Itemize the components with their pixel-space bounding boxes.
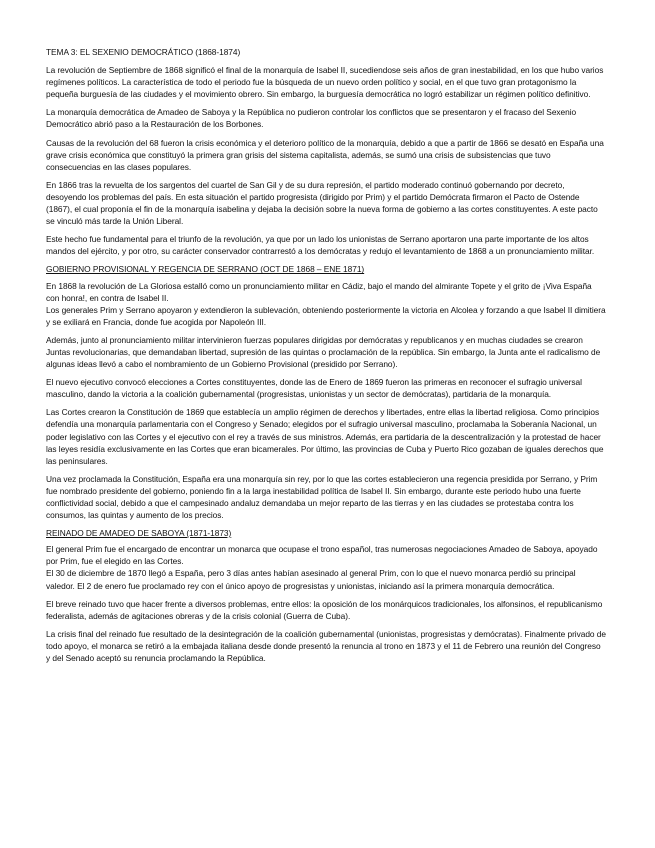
intro-paragraph: En 1866 tras la revuelta de los sargentos del cuartel de San Gil y de su dura represión, el partido moderado continuó gobernando por decreto, desoyendo los problemas del país. En esta situación el partido progresista (dirigido por Prim) y el partido Demócrata firmaron el Pacto de Ostende (1867), el cual proponía el fin de la monarquía isabelina y dejaba la decisión sobre la nueva forma de gobierno a las cortes constituyentes. A este pacto se vinculó más tarde la Unión Liberal. [46,179,598,227]
section-paragraph: Además, junto al pronunciamiento militar intervinieron fuerzas populares dirigidas por demócratas y republicanos y en muchas ciudades se crearon Juntas revolucionarias, que demandaban libertad, supresión de las quintas o proclamación de la república. Sin embargo, la Junta ante el radicalismo de algunas ideas llevó a cabo el nombramiento de un Gobierno Provisional (presidido por Serrano). [46,334,601,370]
document-title: TEMA 3: EL SEXENIO DEMOCRÁTICO (1868-1874) [46,47,241,57]
intro-paragraph: Causas de la revolución del 68 fueron la crisis económica y el deterioro político de la monarquía, debido a que a partir de 1866 se desató en España una grave crisis económica que constituyó la primera gran grisis del sistema capitalista, además, se sumó una crisis de subsistencias que tuvo consecuencias en las clases populares. [46,137,604,172]
document-page [46,46,606,670]
intro-paragraph: Este hecho fue fundamental para el triunfo de la revolución, ya que por un lado los unionistas de Serrano aportaron una parte importante de los altos mandos del ejército, y por otro, su carácter conservador contrarrestó a los demócratas y redujo el levantamiento de 1868 a un pronunciamiento militar. [46,234,595,257]
intro-paragraph: La revolución de Septiembre de 1868 significó el final de la monarquía de Isabel II, sucediendose seis años de gran inestabilidad, en los que hubo varios regímenes políticos. La característica de todo el periodo fue la búsqueda de un nuevo orden político y social, en el que tuvo gran protagonismo la pequeña burguesía de las ciudades y el movimiento obrero. Sin embargo, la burguesía democrática no logró estabilizar un régimen político definitivo. [46,65,604,100]
section-paragraph: El nuevo ejecutivo convocó elecciones a Cortes constituyentes, donde las de Enero de 1869 fueron las primeras en reconocer el sufragio universal masculino, dando la victoria a la coalición gubernamental (progresistas, unionistas y un sector de demócratas), partidaria de la monarquía. [46,377,582,400]
section-paragraph: En 1868 la revolución de La Gloriosa estalló como un pronunciamiento militar en Cádiz, bajo el mando del almirante Topete y el grito de ¡Viva España con honra!, en contra de Isabel II. [46,280,592,303]
section-paragraph: El general Prim fue el encargado de encontrar un monarca que ocupase el trono español, tras numerosas negociaciones Amadeo de Saboya, apoyado por Prim, fue el elegido en las Cortes. [46,544,598,567]
section-paragraph: La crisis final del reinado fue resultado de la desintegración de la coalición gubernamental (unionistas, progresistas y demócratas). Finalmente privado de todo apoyo, el monarca se retiró a la embajada italiana desde donde presentó la renuncia al trono en 1873 y el 11 de Febrero una reunión del Congreso y del Senado aceptó su renuncia proclamando la República. [46,628,606,664]
section-paragraph: El 30 de diciembre de 1870 llegó a España, pero 3 días antes habían asesinado al general Prim, con lo que el nuevo monarca perdió su principal valedor. El 2 de enero fue proclamado rey con el único apoyo de progresistas y unionistas, iniciando así la primera monarquía democrática. [46,568,576,591]
section-paragraph: Una vez proclamada la Constitución, España era una monarquía sin rey, por lo que las cortes establecieron una regencia presidida por Serrano, y Prim fue nombrado presidente del gobierno, poniendo fin a la larga inestabilidad política de Isabel II. Sin embargo, durante este periodo hubo una fuerte conflictividad social, debido a que el campesinado andaluz demandaba un mejor reparto de las tierras y en las ciudades se protestaba contra los consumos, las quintas y aumento de los precios. [46,473,598,521]
section-heading-amadeo-saboya: REINADO DE AMADEO DE SABOYA (1871-1873) [46,528,232,539]
section-paragraph: El breve reinado tuvo que hacer frente a diversos problemas, entre ellos: la oposición de los monárquicos tradicionales, los alfonsinos, el republicanismo federalista, además de agitaciones obreras y de la crisis colonial (Guerra de Cuba). [46,598,603,621]
intro-paragraph: La monarquía democrática de Amadeo de Saboya y la República no pudieron controlar los conflictos que se presentaron y el fracaso del Sexenio Democrático abrió paso a la Restauración de los Borbones. [46,107,577,130]
section-paragraph: Los generales Prim y Serrano apoyaron y extendieron la sublevación, obteniendo posteriormente la victoria en Alcolea y forzando a que Isabel II dimitiera y se exiliará en Francia, donde fue acogida por Napoleón III. [46,304,606,327]
section-heading-gobierno-provisional: GOBIERNO PROVISIONAL Y REGENCIA DE SERRANO (OCT DE 1868 – ENE 1871) [46,264,365,275]
section-paragraph: Las Cortes crearon la Constitución de 1869 que establecía un amplio régimen de derechos y libertades, entre ellas la libertad religiosa. Como principios defendía una monarquía parlamentaria con el Congreso y Senado; elegidos por el sufragio universal masculino, proclamaba la Soberanía Nacional, un poder legislativo con las Cortes y el ejecutivo con el rey a través de sus ministros. Además, era partidaria de la descentralización y la protestad de hacer las leyes residía exclusivamente en las Cortes que eran bicamerales. Por último, las provincias de Cuba y Puerto Rico gozaban de iguales derechos que las peninsulares. [46,407,604,466]
